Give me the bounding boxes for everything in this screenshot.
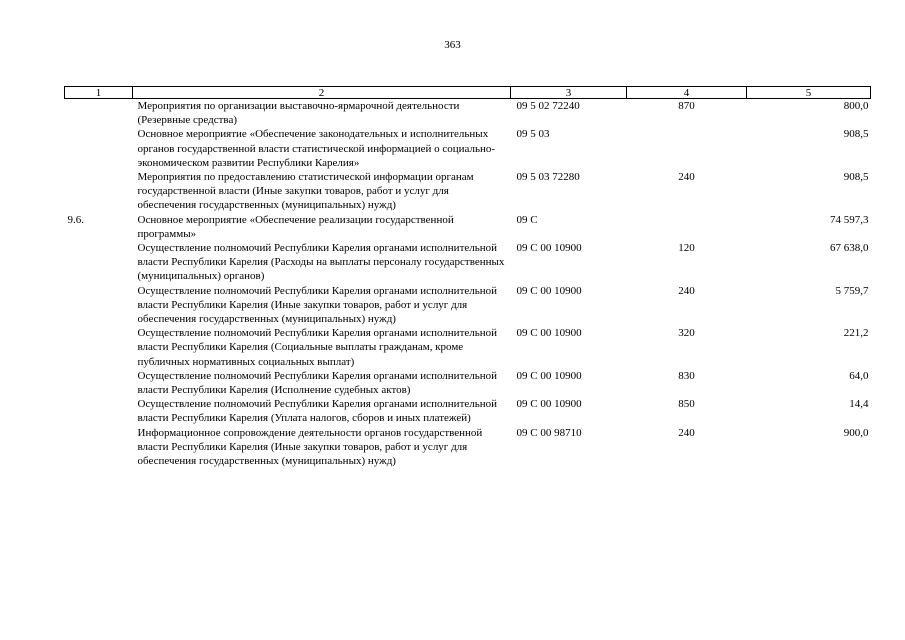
- table-row: [65, 326, 871, 369]
- row-code: 09 С 00 10900: [516, 398, 582, 411]
- row-name: Осуществление полномочий Республики Карелия органами исполнительной власти Республики Карелия (Исполнение судебных актов): [137, 369, 498, 397]
- budget-table: [64, 86, 871, 468]
- row-sum: 5 759,7: [835, 284, 869, 297]
- row-kvr: 120: [678, 242, 695, 255]
- row-name: Осуществление полномочий Республики Карелия органами исполнительной власти Республики Карелия (Уплата налогов, сборов и иных платежей): [137, 398, 498, 425]
- row-sum: 908,5: [843, 171, 869, 184]
- row-number: [65, 426, 133, 469]
- row-number: 9.6.: [67, 213, 84, 226]
- column-header-2: 2: [133, 87, 511, 99]
- row-name: Основное мероприятие «Обеспечение реализации государственной программы»: [137, 213, 454, 240]
- row-number: [65, 99, 133, 128]
- row-number: [65, 326, 133, 369]
- row-name: Основное мероприятие «Обеспечение законодательных и исполнительных органов государственной власти статистической информацией о социально-экономическом развитии Республики Карелия»: [137, 128, 496, 169]
- table-row: [65, 127, 871, 170]
- column-header-1: 1: [65, 87, 133, 99]
- column-header-5: 5: [747, 87, 871, 99]
- row-code: 09 5 03 72280: [516, 171, 580, 184]
- row-code: 09 С 00 10900: [516, 242, 582, 255]
- row-name: Мероприятия по предоставлению статистической информации органам государственной власти (Иные закупки товаров, работ и услуг для обеспечения государственных (муниципальных) нужд): [137, 171, 474, 212]
- row-kvr: 240: [678, 426, 695, 439]
- table-row: [65, 369, 871, 397]
- row-name: Осуществление полномочий Республики Карелия органами исполнительной власти Республики Карелия (Социальные выплаты гражданам, кроме публичных нормативных социальных выплат): [137, 327, 498, 368]
- column-header-4: 4: [627, 87, 747, 99]
- table-row: [65, 99, 871, 128]
- row-sum: 14,4: [849, 398, 869, 411]
- row-number: [65, 241, 133, 284]
- row-kvr: 850: [678, 398, 695, 411]
- row-sum: 74 597,3: [830, 213, 869, 226]
- column-header-3: 3: [511, 87, 627, 99]
- table-body: [65, 99, 871, 469]
- row-number: [65, 170, 133, 213]
- row-kvr: 240: [678, 171, 695, 184]
- row-name: Осуществление полномочий Республики Карелия органами исполнительной власти Республики Карелия (Расходы на выплаты персоналу государственных (муниципальных) органов): [137, 242, 505, 283]
- row-sum: 800,0: [843, 100, 869, 112]
- row-name: Информационное сопровождение деятельности органов государственной власти Республики Карелия (Иные закупки товаров, работ и услуг для обеспечения государственных (муниципальных) нужд): [137, 426, 483, 468]
- row-code: 09 5 03: [516, 128, 550, 141]
- table-row: [65, 213, 871, 241]
- row-number: [65, 127, 133, 170]
- row-name: Осуществление полномочий Республики Карелия органами исполнительной власти Республики Карелия (Иные закупки товаров, работ и услуг для обеспечения государственных (муниципальных) нужд): [137, 284, 498, 326]
- row-code: 09 С: [516, 213, 538, 226]
- row-sum: 64,0: [849, 369, 869, 382]
- row-code: 09 С 00 98710: [516, 426, 582, 439]
- row-kvr: 320: [678, 327, 695, 340]
- row-code: 09 С 00 10900: [516, 284, 582, 297]
- row-sum: 908,5: [843, 128, 869, 141]
- row-kvr: [627, 127, 747, 170]
- row-number: [65, 397, 133, 425]
- table-row: [65, 397, 871, 425]
- table-row: [65, 284, 871, 327]
- row-code: 09 5 02 72240: [516, 100, 580, 112]
- row-sum: 221,2: [843, 327, 869, 340]
- row-number: [65, 284, 133, 327]
- page-number: 363: [444, 39, 461, 51]
- row-kvr: [627, 213, 747, 241]
- table-row: [65, 241, 871, 284]
- row-code: 09 С 00 10900: [516, 369, 582, 382]
- row-kvr: 830: [678, 369, 695, 382]
- row-name: Мероприятия по организации выставочно-ярмарочной деятельности (Резервные средства): [137, 100, 460, 127]
- row-number: [65, 369, 133, 397]
- row-sum: 900,0: [843, 426, 869, 439]
- row-kvr: 870: [678, 100, 695, 112]
- table-row: [65, 170, 871, 213]
- row-sum: 67 638,0: [830, 242, 869, 255]
- header-row: [65, 87, 871, 99]
- row-kvr: 240: [678, 284, 695, 297]
- table-row: [65, 426, 871, 469]
- table-header: [65, 87, 871, 99]
- row-code: 09 С 00 10900: [516, 327, 582, 340]
